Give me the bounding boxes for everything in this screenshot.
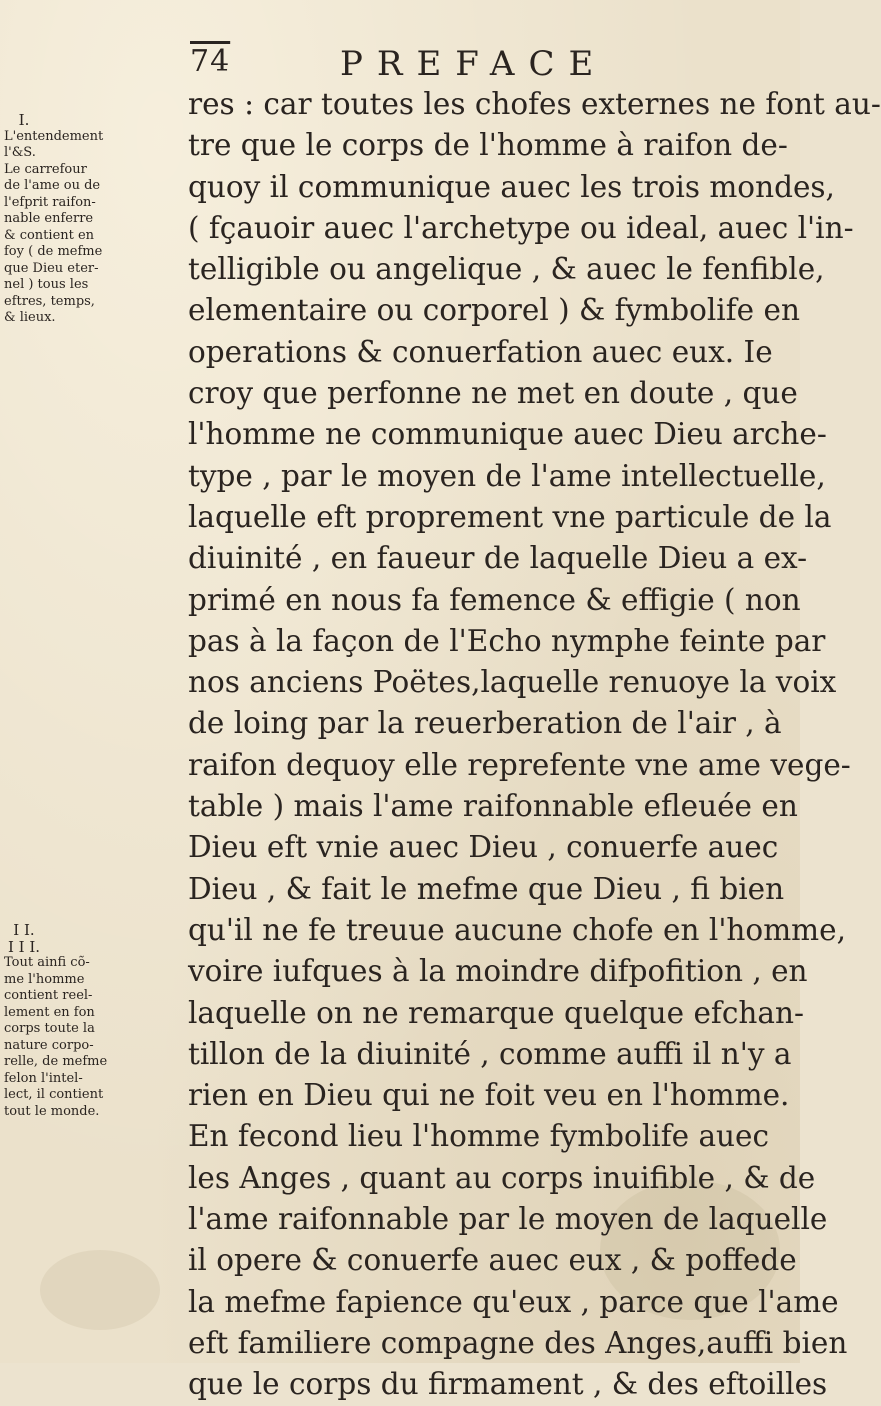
- page-header: [0, 44, 800, 84]
- running-head: PREFACE: [340, 44, 608, 84]
- text-line: table ) mais l'ame raifonnable efleuée en: [188, 789, 798, 824]
- text-line: operations & conuerfation auec eux. Ie: [188, 334, 773, 369]
- margin-note-line: relle, de mefme: [4, 1054, 108, 1069]
- text-line: que le corps du firmament , & des eftoilles: [188, 1367, 828, 1402]
- text-line: rien en Dieu qui ne foit veu en l'homme.: [188, 1078, 790, 1113]
- text-line: ( fçauoir auec l'archetype ou ideal, auec l'in-: [188, 210, 854, 245]
- text-line: tre que le corps de l'homme à raifon de-: [188, 128, 788, 163]
- margin-note-line: lect, il contient: [4, 1087, 104, 1102]
- text-line: il opere & conuerfe auec eux , & poffede: [188, 1243, 797, 1278]
- text-line: primé en nous fa femence & effigie ( non: [188, 582, 801, 617]
- margin-note-line: lement en fon: [4, 1004, 95, 1020]
- text-line: qu'il ne fe treuue aucune chofe en l'homme,: [188, 912, 846, 947]
- margin-note-line: eftres, temps,: [4, 293, 95, 309]
- text-line: En fecond lieu l'homme fymbolife auec: [188, 1119, 770, 1154]
- text-line: nos anciens Poëtes,laquelle renuoye la voix: [188, 665, 837, 700]
- margin-note-line: me l'homme: [4, 971, 85, 987]
- text-line: diuinité , en faueur de laquelle Dieu a ex-: [188, 541, 808, 576]
- text-line: voire iufques à la moindre difpofition , en: [188, 954, 808, 989]
- text-line: Dieu , & fait le mefme que Dieu , fi bien: [188, 871, 785, 906]
- text-line: la mefme fapience qu'eux , parce que l'ame: [188, 1284, 839, 1319]
- text-line: Dieu eft vnie auec Dieu , conuerfe auec: [188, 830, 779, 865]
- text-line: quoy il communique auec les trois mondes,: [188, 169, 835, 204]
- text-line: pas à la façon de l'Echo nymphe feinte par: [188, 623, 826, 658]
- margin-note-line: que Dieu eter-: [4, 260, 99, 276]
- margin-note-line: & contient en: [4, 227, 95, 243]
- text-line: telligible ou angelique , & auec le fenfible,: [188, 252, 825, 287]
- margin-note-line: l'&S.: [4, 145, 36, 160]
- text-line: eft familiere compagne des Anges,auffi bien: [188, 1325, 848, 1360]
- text-line: type , par le moyen de l'ame intellectuelle,: [188, 458, 826, 493]
- text-line: laquelle eft proprement vne particule de la: [188, 499, 832, 534]
- text-line: tillon de la diuinité , comme auffi il n'y a: [188, 1036, 792, 1071]
- text-line: elementaire ou corporel ) & fymbolife en: [188, 293, 800, 328]
- text-line: les Anges , quant au corps inuifible , & de: [188, 1160, 816, 1195]
- margin-note-line: l'efprit raifon-: [4, 194, 96, 210]
- margin-note-line: Le carrefour: [4, 161, 87, 177]
- margin-note-number: I.: [18, 111, 30, 129]
- text-line: raifon dequoy elle reprefente vne ame vege-: [188, 747, 851, 782]
- paper-stain: [40, 1250, 160, 1330]
- text-line: de loing par la reuerberation de l'air , à: [188, 706, 782, 741]
- margin-note-line: L'entendement: [4, 128, 104, 144]
- margin-note-line: tout le monde.: [4, 1103, 100, 1119]
- text-line: l'ame raifonnable par le moyen de laquelle: [188, 1202, 828, 1237]
- margin-note-number: I I. I I I.: [7, 921, 41, 956]
- page-number: 74: [190, 44, 231, 79]
- margin-note-line: de l'ame ou de: [4, 178, 101, 193]
- margin-note-line: foy ( de mefme: [4, 244, 103, 259]
- margin-note-line: Tout ainfi cõ-: [4, 955, 90, 970]
- text-line: laquelle on ne remarque quelque efchan-: [188, 995, 804, 1030]
- margin-note-line: nable enferre: [4, 211, 94, 226]
- margin-note-line: corps toute la: [4, 1021, 95, 1036]
- margin-note-1: [4, 112, 176, 327]
- margin-note-2: [4, 922, 176, 1120]
- text-line: croy que perfonne ne met en doute , que: [188, 376, 798, 411]
- margin-note-line: felon l'intel-: [4, 1070, 83, 1086]
- margin-note-line: & lieux.: [4, 310, 56, 325]
- margin-note-line: nel ) tous les: [4, 277, 89, 292]
- margin-note-line: contient reel-: [4, 988, 93, 1003]
- text-line: l'homme ne communique auec Dieu arche-: [188, 417, 827, 452]
- margin-note-line: nature corpo-: [4, 1037, 94, 1053]
- body-text: [188, 84, 881, 1406]
- text-line: res : car toutes les chofes externes ne font au-: [188, 87, 881, 121]
